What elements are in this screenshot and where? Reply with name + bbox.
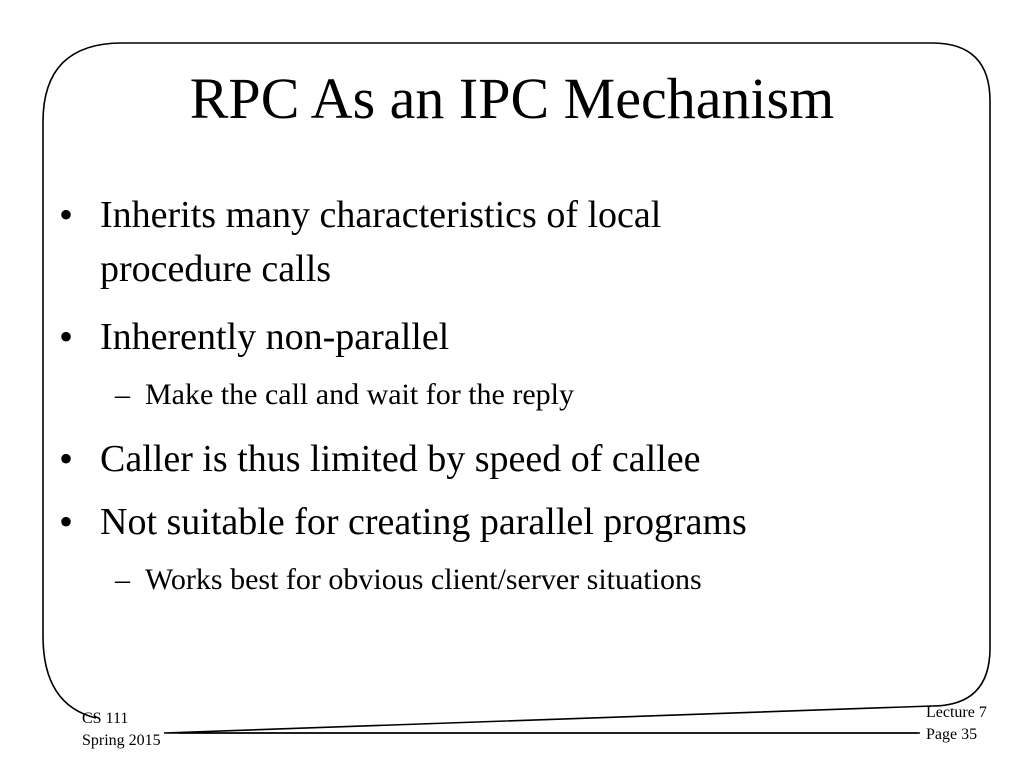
bullet-marker: • — [59, 436, 74, 481]
bullet-text: Inherits many characteristics of local — [100, 194, 662, 236]
bullet-item — [0, 432, 1024, 486]
bullet-item — [0, 188, 1024, 296]
dash-marker: – — [115, 378, 130, 411]
footer-course-info — [82, 708, 161, 752]
bullet-text: procedure calls — [100, 248, 332, 290]
bullet-item — [0, 495, 1024, 549]
footer-page-info — [926, 702, 996, 746]
bullet-item — [0, 310, 1024, 364]
footer-page: Page 35 — [926, 726, 978, 743]
bullet-marker: • — [59, 314, 74, 359]
bullet-text: Not suitable for creating parallel programs — [100, 501, 747, 543]
footer-term: Spring 2015 — [82, 732, 161, 749]
bullet-text: Inherently non-parallel — [100, 316, 450, 358]
bullet-text: Caller is thus limited by speed of callee — [100, 438, 701, 480]
sub-bullet-item — [0, 377, 1024, 413]
bullet-marker: • — [59, 192, 74, 237]
sub-bullet-text: Make the call and wait for the reply — [145, 378, 574, 411]
bullet-marker: • — [59, 499, 74, 544]
footer-course: CS 111 — [82, 710, 129, 727]
footer-lecture: Lecture 7 — [926, 704, 987, 721]
dash-marker: – — [115, 563, 130, 596]
sub-bullet-text: Works best for obvious client/server situations — [145, 563, 702, 596]
sub-bullet-item — [0, 562, 1024, 598]
slide-title: RPC As an IPC Mechanism — [189, 66, 835, 131]
